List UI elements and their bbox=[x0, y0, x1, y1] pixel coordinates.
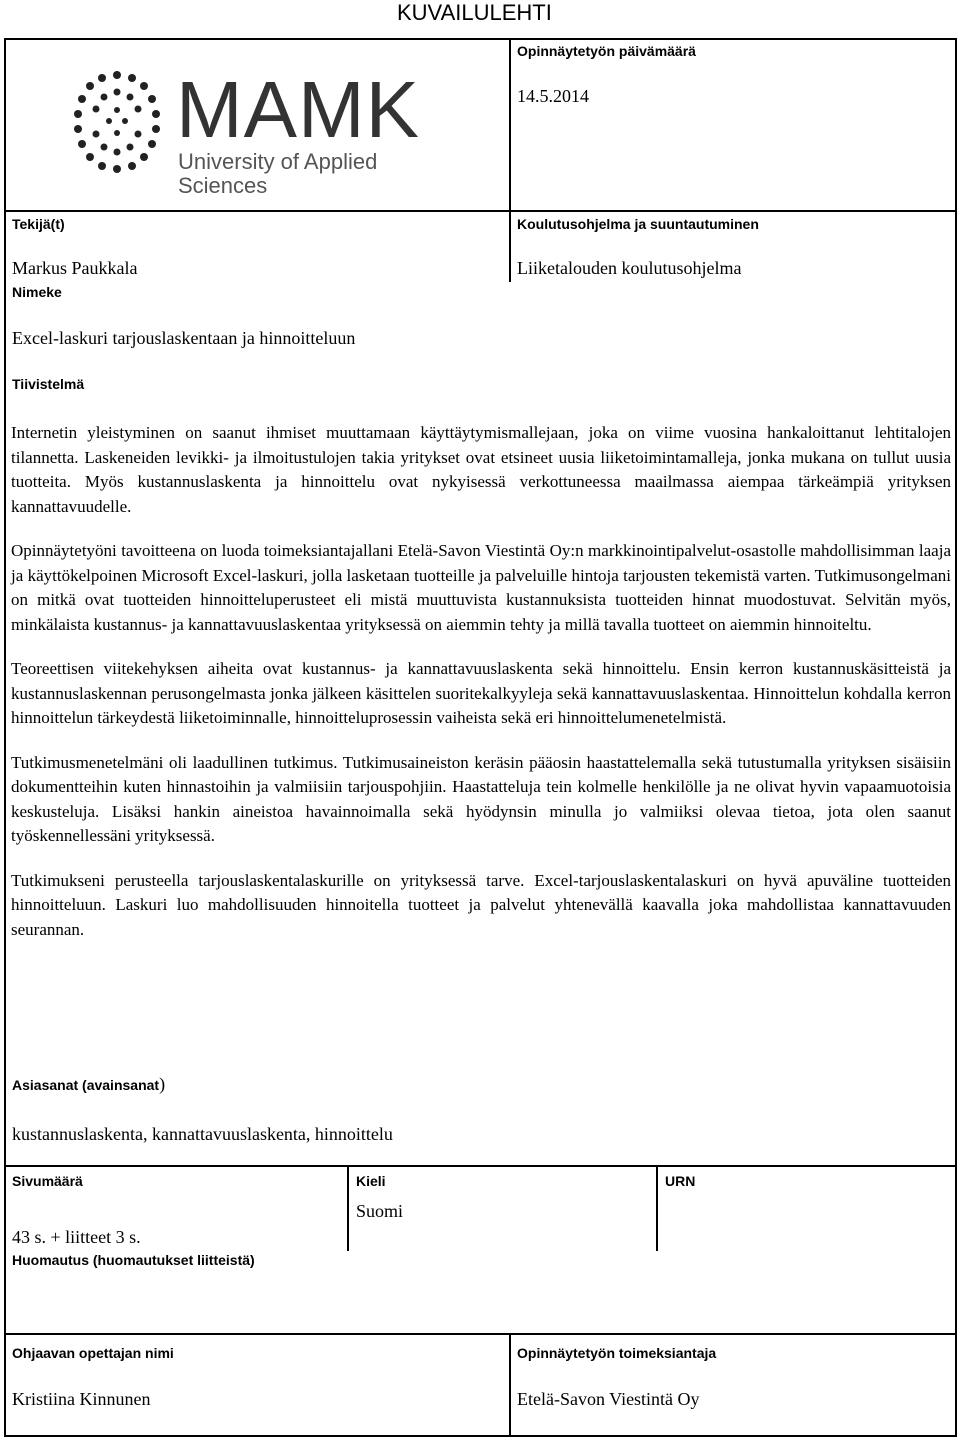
abstract-paragraph: Tutkimukseni perusteella tarjouslaskentalaskurille on yrityksessä tarve. Excel-tarjouslaskentalaskuri on hyvä apuväline tuotteiden hinnoitteluun. Laskuri luo mahdollisuuden hinnoitella tuotteet ja palvelut yhtenevällä kaavalla joka mahdollistaa kannattavuuden seurannan. bbox=[11, 870, 951, 939]
page-title: KUVAILULEHTI bbox=[397, 0, 552, 25]
logo-wordmark: MAMK bbox=[176, 65, 420, 154]
title-label: Nimeke bbox=[12, 284, 62, 300]
supervisor-value: Kristiina Kinnunen bbox=[12, 1389, 151, 1409]
abstract-paragraph: Tutkimusmenetelmäni oli laadullinen tutkimus. Tutkimusaineiston keräsin pääosin haastattelemalla sekä tutustumalla yrityksen sisäisiin dokumentteihin kuten hinnastoihin ja valmiisiin tarjouspohjiin. Haastatteluja tein kolmelle henkilölle ja ne olivat hyvin vapaamuotoisia keskusteluja. Lisäksi hankin aineistoa havainnoimalla sekä hyödynsin minulla jo valmiiksi olevaa tietoa, jota olen saanut työskennellessäni yrityksessä. bbox=[11, 752, 951, 845]
pages-label: Sivumäärä bbox=[12, 1173, 83, 1189]
programme-label: Koulutusohjelma ja suuntautuminen bbox=[517, 216, 759, 232]
abstract-paragraph: Teoreettisen viitekehyksen aiheita ovat kustannus- ja kannattavuuslaskenta sekä hinnoittelu. Ensin kerron kustannuskäsitteistä ja kustannuslaskennan perusongelmasta jonka jälkeen käsittelen suoritekalkyyleja sekä kannattavuuslaskentaa. Hinnoittelun kohdalla kerron hinnoittelun tärkeydestä liiketoiminnalle, hinnoitteluprosessin vaiheista sekä eri hinnoittelumenetelmistä. bbox=[11, 659, 951, 727]
abstract-label: Tiivistelmä bbox=[12, 376, 85, 392]
supervisor-label: Ohjaavan opettajan nimi bbox=[12, 1345, 174, 1361]
urn-label: URN bbox=[665, 1173, 696, 1189]
abstract-paragraph: Internetin yleistyminen on saanut ihmiset muuttamaan käyttäytymismallejaan, joka on viime vuosina hankaloittanut lehtitalojen tilannetta. Laskeneiden levikki- ja ilmoitustulojen takia yritykset ovat etsineet uusia liiketoimintamalleja, jonka mukana on tullut uusia tuotteita. Myös kustannuslaskenta ja hinnoittelu ovat nykyisessä verkottuneessa maailmassa aiempaa tärkeämpiä yrityksen kannattavuudelle. bbox=[11, 423, 951, 516]
date-value: 14.5.2014 bbox=[517, 86, 589, 106]
mamk-logo bbox=[70, 62, 450, 198]
logo-subtitle: University of Applied Sciences bbox=[178, 149, 378, 198]
language-label: Kieli bbox=[356, 1173, 386, 1189]
keywords-paren: ) bbox=[159, 1074, 166, 1094]
abstract-paragraph: Opinnäytetyöni tavoitteena on luoda toimeksiantajallani Etelä-Savon Viestintä Oy:n markkinointipalvelut-osastolle mahdollisimman laaja ja käyttökelpoinen Microsoft Excel-laskuri, jolla lasketaan tuotteille ja palveluille hintoja tarjousten tekemistä varten. Tutkimusongelmani on mitkä ovat tuotteiden hinnoitteluperusteet eli mistä muuttuvista kustannuksista tuotteiden hinnat muodostuvat. Selvitän myös, minkälaista kustannus- ja kannattavuuslaskentaa yrityksessä on aiemmin tehty ja millä tavalla tuotteet on aiemmin hinnoiteltu. bbox=[11, 541, 951, 634]
notes-label: Huomautus (huomautukset liitteistä) bbox=[12, 1252, 255, 1268]
keywords-label: Asiasanat (avainsanat bbox=[12, 1077, 160, 1093]
pages-value: 43 s. + liitteet 3 s. bbox=[12, 1227, 141, 1247]
keywords-value: kustannuslaskenta, kannattavuuslaskenta, hinnoittelu bbox=[12, 1124, 393, 1144]
abstract-body bbox=[11, 421, 951, 942]
dots-logo-icon bbox=[72, 70, 162, 180]
programme-value: Liiketalouden koulutusohjelma bbox=[517, 258, 742, 278]
language-value: Suomi bbox=[356, 1201, 404, 1221]
title-value: Excel-laskuri tarjouslaskentaan ja hinnoitteluun bbox=[12, 328, 356, 348]
author-label: Tekijä(t) bbox=[12, 216, 65, 232]
author-value: Markus Paukkala bbox=[12, 258, 138, 278]
keywords-label-row bbox=[12, 1074, 165, 1095]
commissioner-label: Opinnäytetyön toimeksiantaja bbox=[517, 1345, 717, 1361]
date-label: Opinnäytetyön päivämäärä bbox=[517, 43, 696, 59]
commissioner-value: Etelä-Savon Viestintä Oy bbox=[517, 1389, 700, 1409]
